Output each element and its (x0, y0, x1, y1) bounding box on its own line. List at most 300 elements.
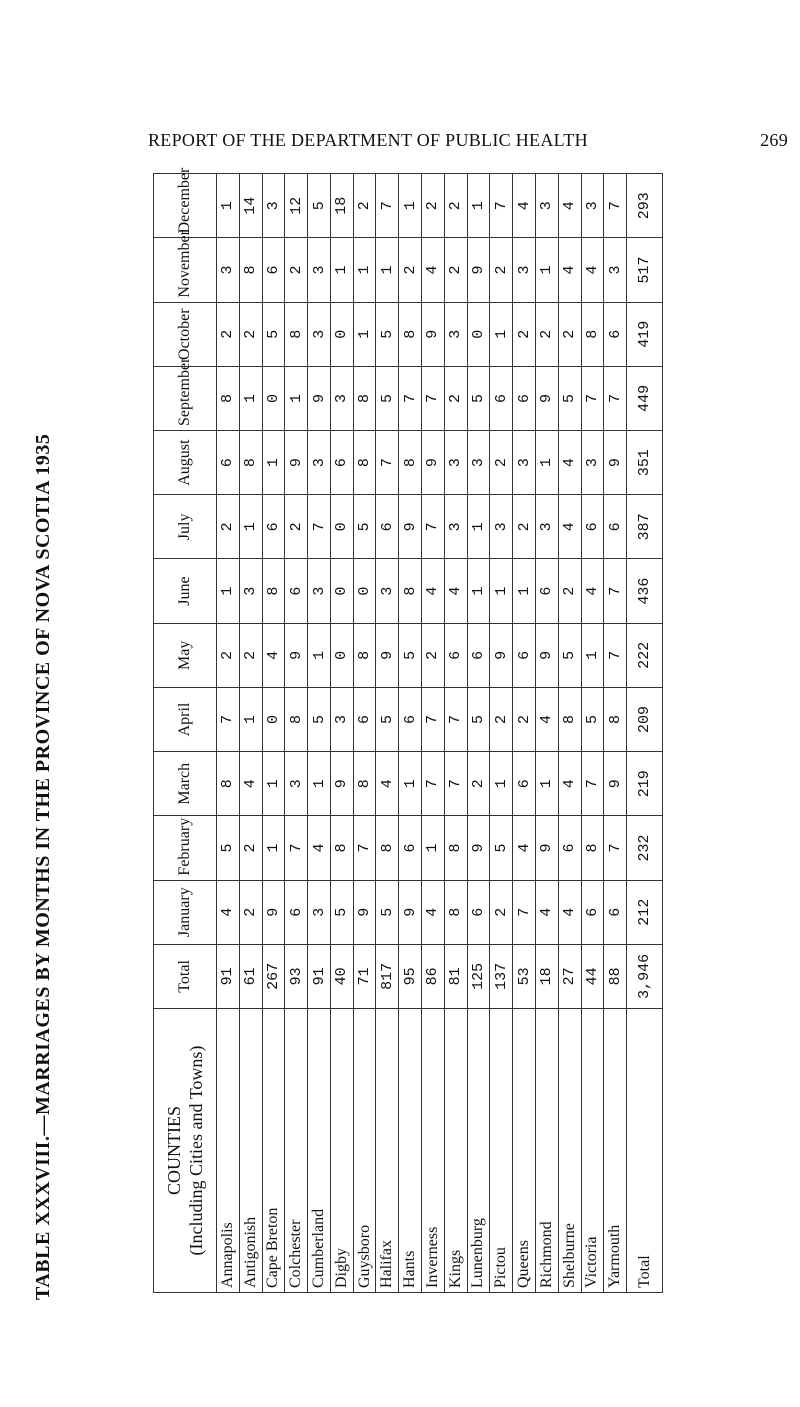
cell-september: 8 (353, 366, 376, 430)
cell-april: 6 (353, 687, 376, 751)
cell-may: 9 (285, 623, 308, 687)
cell-october: 8 (581, 302, 604, 366)
cell-april: 5 (581, 687, 604, 751)
cell-july: 2 (217, 495, 240, 559)
cell-february: 9 (535, 816, 558, 880)
cell-february: 5 (490, 816, 513, 880)
cell-september: 9 (535, 366, 558, 430)
cell-august: 7 (376, 431, 399, 495)
cell-january: 9 (353, 880, 376, 944)
cell-february: 4 (308, 816, 331, 880)
total-september: 449 (627, 366, 663, 430)
county-name: Queens (513, 1009, 536, 1293)
column-header-october: October (154, 302, 217, 366)
cell-march: 7 (581, 752, 604, 816)
total-july: 387 (627, 495, 663, 559)
cell-september: 6 (490, 366, 513, 430)
cell-october: 2 (513, 302, 536, 366)
cell-november: 4 (422, 238, 445, 302)
cell-september: 1 (239, 366, 262, 430)
cell-total: 267 (262, 944, 285, 1008)
page-header (148, 130, 788, 151)
table-row (353, 174, 376, 1293)
cell-may: 9 (535, 623, 558, 687)
total-row (627, 174, 663, 1293)
cell-july: 0 (330, 495, 353, 559)
cell-april: 5 (467, 687, 490, 751)
cell-november: 3 (513, 238, 536, 302)
county-header-line1: COUNTIES (164, 1106, 184, 1195)
cell-october: 3 (308, 302, 331, 366)
cell-july: 6 (581, 495, 604, 559)
cell-total: 71 (353, 944, 376, 1008)
cell-august: 1 (535, 431, 558, 495)
table-row (467, 174, 490, 1293)
cell-january: 5 (330, 880, 353, 944)
table-row (604, 174, 627, 1293)
cell-total: 125 (467, 944, 490, 1008)
cell-may: 1 (308, 623, 331, 687)
cell-june: 1 (490, 559, 513, 623)
cell-august: 8 (239, 431, 262, 495)
table-row (399, 174, 422, 1293)
cell-november: 1 (376, 238, 399, 302)
cell-october: 8 (285, 302, 308, 366)
cell-july: 9 (399, 495, 422, 559)
column-header-september: September (154, 366, 217, 430)
cell-december: 1 (467, 174, 490, 238)
cell-november: 2 (399, 238, 422, 302)
cell-june: 6 (285, 559, 308, 623)
cell-october: 2 (217, 302, 240, 366)
cell-march: 2 (467, 752, 490, 816)
cell-april: 7 (444, 687, 467, 751)
cell-total: 91 (308, 944, 331, 1008)
table-row (535, 174, 558, 1293)
cell-september: 8 (217, 366, 240, 430)
table-row (239, 174, 262, 1293)
cell-april: 0 (262, 687, 285, 751)
cell-october: 8 (399, 302, 422, 366)
county-name: Kings (444, 1009, 467, 1293)
cell-january: 4 (535, 880, 558, 944)
table-body (217, 174, 663, 1293)
cell-february: 5 (217, 816, 240, 880)
marriages-table-container (153, 167, 663, 1293)
county-name: Yarmouth (604, 1009, 627, 1293)
cell-september: 7 (422, 366, 445, 430)
table-row (217, 174, 240, 1293)
cell-april: 8 (285, 687, 308, 751)
cell-february: 2 (239, 816, 262, 880)
cell-april: 5 (308, 687, 331, 751)
cell-july: 3 (490, 495, 513, 559)
cell-may: 7 (604, 623, 627, 687)
cell-june: 8 (262, 559, 285, 623)
column-header-december: December (154, 174, 217, 238)
cell-may: 6 (444, 623, 467, 687)
cell-december: 5 (308, 174, 331, 238)
cell-july: 5 (353, 495, 376, 559)
cell-may: 6 (513, 623, 536, 687)
column-header-february: February (154, 816, 217, 880)
page-number: 269 (760, 130, 788, 150)
column-header-january: January (154, 880, 217, 944)
cell-june: 0 (353, 559, 376, 623)
cell-september: 1 (285, 366, 308, 430)
table-row (513, 174, 536, 1293)
cell-december: 7 (490, 174, 513, 238)
cell-december: 2 (353, 174, 376, 238)
cell-february: 6 (399, 816, 422, 880)
county-name: Halifax (376, 1009, 399, 1293)
county-name: Lunenburg (467, 1009, 490, 1293)
cell-december: 2 (444, 174, 467, 238)
cell-november: 3 (217, 238, 240, 302)
cell-total: 44 (581, 944, 604, 1008)
cell-january: 8 (444, 880, 467, 944)
cell-march: 9 (330, 752, 353, 816)
cell-august: 8 (399, 431, 422, 495)
cell-february: 1 (422, 816, 445, 880)
cell-june: 1 (217, 559, 240, 623)
cell-march: 3 (285, 752, 308, 816)
cell-june: 3 (376, 559, 399, 623)
cell-june: 4 (444, 559, 467, 623)
table-row (422, 174, 445, 1293)
cell-total: 95 (399, 944, 422, 1008)
cell-may: 2 (239, 623, 262, 687)
cell-november: 1 (330, 238, 353, 302)
total-label: Total (627, 1009, 663, 1293)
cell-october: 0 (467, 302, 490, 366)
total-november: 517 (627, 238, 663, 302)
cell-july: 6 (262, 495, 285, 559)
table-row (581, 174, 604, 1293)
cell-november: 2 (490, 238, 513, 302)
total-april: 209 (627, 687, 663, 751)
total-march: 219 (627, 752, 663, 816)
cell-january: 9 (399, 880, 422, 944)
cell-december: 3 (535, 174, 558, 238)
table-header-row (154, 174, 217, 1293)
cell-february: 7 (604, 816, 627, 880)
cell-january: 7 (513, 880, 536, 944)
total-total: 3,946 (627, 944, 663, 1008)
cell-may: 0 (330, 623, 353, 687)
cell-total: 27 (558, 944, 581, 1008)
cell-march: 4 (558, 752, 581, 816)
cell-may: 8 (353, 623, 376, 687)
cell-february: 8 (581, 816, 604, 880)
cell-august: 3 (581, 431, 604, 495)
cell-december: 3 (262, 174, 285, 238)
cell-august: 3 (444, 431, 467, 495)
cell-may: 5 (558, 623, 581, 687)
cell-july: 6 (376, 495, 399, 559)
total-january: 212 (627, 880, 663, 944)
cell-july: 7 (422, 495, 445, 559)
cell-october: 0 (330, 302, 353, 366)
cell-august: 9 (422, 431, 445, 495)
cell-december: 3 (581, 174, 604, 238)
county-name: Pictou (490, 1009, 513, 1293)
cell-october: 1 (353, 302, 376, 366)
cell-total: 61 (239, 944, 262, 1008)
cell-december: 1 (399, 174, 422, 238)
cell-december: 12 (285, 174, 308, 238)
cell-august: 2 (490, 431, 513, 495)
column-header-november: November (154, 238, 217, 302)
cell-september: 9 (308, 366, 331, 430)
cell-february: 9 (467, 816, 490, 880)
cell-total: 40 (330, 944, 353, 1008)
cell-october: 2 (239, 302, 262, 366)
cell-november: 9 (467, 238, 490, 302)
column-header-august: August (154, 431, 217, 495)
cell-may: 5 (399, 623, 422, 687)
cell-april: 7 (422, 687, 445, 751)
cell-august: 1 (262, 431, 285, 495)
cell-november: 1 (535, 238, 558, 302)
cell-june: 4 (581, 559, 604, 623)
cell-january: 4 (558, 880, 581, 944)
cell-january: 6 (285, 880, 308, 944)
cell-november: 1 (353, 238, 376, 302)
cell-october: 3 (444, 302, 467, 366)
cell-total: 817 (376, 944, 399, 1008)
total-august: 351 (627, 431, 663, 495)
cell-june: 1 (467, 559, 490, 623)
cell-october: 5 (376, 302, 399, 366)
cell-may: 2 (422, 623, 445, 687)
cell-december: 1 (217, 174, 240, 238)
cell-july: 2 (513, 495, 536, 559)
cell-february: 7 (285, 816, 308, 880)
cell-september: 0 (262, 366, 285, 430)
cell-july: 2 (285, 495, 308, 559)
table-row (308, 174, 331, 1293)
cell-november: 4 (558, 238, 581, 302)
cell-april: 2 (513, 687, 536, 751)
cell-total: 86 (422, 944, 445, 1008)
county-name: Cumberland (308, 1009, 331, 1293)
cell-january: 6 (581, 880, 604, 944)
cell-march: 9 (604, 752, 627, 816)
cell-february: 7 (353, 816, 376, 880)
cell-november: 3 (604, 238, 627, 302)
cell-march: 4 (376, 752, 399, 816)
cell-march: 1 (262, 752, 285, 816)
cell-april: 7 (217, 687, 240, 751)
cell-august: 8 (353, 431, 376, 495)
cell-may: 6 (467, 623, 490, 687)
cell-march: 8 (353, 752, 376, 816)
cell-february: 1 (262, 816, 285, 880)
cell-november: 3 (308, 238, 331, 302)
cell-total: 91 (217, 944, 240, 1008)
total-may: 222 (627, 623, 663, 687)
cell-april: 6 (399, 687, 422, 751)
cell-july: 7 (308, 495, 331, 559)
cell-june: 7 (604, 559, 627, 623)
cell-september: 2 (444, 366, 467, 430)
cell-july: 1 (467, 495, 490, 559)
total-february: 232 (627, 816, 663, 880)
county-name: Colchester (285, 1009, 308, 1293)
table-row (490, 174, 513, 1293)
cell-december: 7 (604, 174, 627, 238)
cell-january: 9 (262, 880, 285, 944)
cell-april: 2 (490, 687, 513, 751)
cell-december: 7 (376, 174, 399, 238)
cell-april: 8 (604, 687, 627, 751)
cell-october: 6 (604, 302, 627, 366)
cell-january: 5 (376, 880, 399, 944)
cell-december: 2 (422, 174, 445, 238)
cell-june: 6 (535, 559, 558, 623)
cell-total: 137 (490, 944, 513, 1008)
cell-total: 18 (535, 944, 558, 1008)
county-name: Digby (330, 1009, 353, 1293)
county-name: Inverness (422, 1009, 445, 1293)
cell-april: 5 (376, 687, 399, 751)
cell-january: 2 (239, 880, 262, 944)
column-header-total: Total (154, 944, 217, 1008)
table-row (262, 174, 285, 1293)
county-name: Victoria (581, 1009, 604, 1293)
cell-march: 4 (239, 752, 262, 816)
cell-november: 4 (581, 238, 604, 302)
column-header-july: July (154, 495, 217, 559)
cell-total: 93 (285, 944, 308, 1008)
cell-august: 3 (513, 431, 536, 495)
cell-may: 4 (262, 623, 285, 687)
cell-november: 6 (262, 238, 285, 302)
cell-may: 1 (581, 623, 604, 687)
county-name: Richmond (535, 1009, 558, 1293)
table-row (558, 174, 581, 1293)
cell-april: 4 (535, 687, 558, 751)
cell-total: 53 (513, 944, 536, 1008)
total-december: 293 (627, 174, 663, 238)
cell-may: 2 (217, 623, 240, 687)
cell-march: 1 (490, 752, 513, 816)
cell-september: 7 (604, 366, 627, 430)
cell-august: 9 (285, 431, 308, 495)
cell-total: 88 (604, 944, 627, 1008)
county-name: Antigonish (239, 1009, 262, 1293)
cell-april: 8 (558, 687, 581, 751)
county-name: Hants (399, 1009, 422, 1293)
cell-february: 8 (330, 816, 353, 880)
cell-february: 8 (376, 816, 399, 880)
cell-october: 1 (490, 302, 513, 366)
cell-august: 6 (330, 431, 353, 495)
cell-august: 4 (558, 431, 581, 495)
page-header-title: REPORT OF THE DEPARTMENT OF PUBLIC HEALTH (148, 130, 588, 150)
cell-october: 5 (262, 302, 285, 366)
cell-february: 8 (444, 816, 467, 880)
cell-august: 3 (308, 431, 331, 495)
cell-january: 6 (604, 880, 627, 944)
cell-november: 2 (285, 238, 308, 302)
cell-june: 0 (330, 559, 353, 623)
cell-march: 6 (513, 752, 536, 816)
cell-april: 3 (330, 687, 353, 751)
cell-july: 6 (604, 495, 627, 559)
cell-march: 1 (308, 752, 331, 816)
cell-august: 9 (604, 431, 627, 495)
county-header-line2: (Including Cities and Towns) (186, 1045, 206, 1256)
cell-june: 2 (558, 559, 581, 623)
cell-july: 1 (239, 495, 262, 559)
cell-june: 3 (239, 559, 262, 623)
cell-september: 7 (581, 366, 604, 430)
cell-february: 6 (558, 816, 581, 880)
cell-july: 3 (444, 495, 467, 559)
column-header-april: April (154, 687, 217, 751)
county-name: Guysboro (353, 1009, 376, 1293)
cell-october: 2 (558, 302, 581, 366)
cell-september: 6 (513, 366, 536, 430)
cell-december: 4 (513, 174, 536, 238)
table-title: TABLE XXXVIII.—MARRIAGES BY MONTHS IN THE PROVINCE OF NOVA SCOTIA 1935 (32, 433, 54, 1300)
cell-august: 3 (467, 431, 490, 495)
column-header-may: May (154, 623, 217, 687)
column-header-june: June (154, 559, 217, 623)
cell-march: 1 (399, 752, 422, 816)
county-name: Shelburne (558, 1009, 581, 1293)
total-october: 419 (627, 302, 663, 366)
column-header-march: March (154, 752, 217, 816)
cell-september: 5 (558, 366, 581, 430)
cell-november: 8 (239, 238, 262, 302)
cell-march: 8 (217, 752, 240, 816)
marriages-table (153, 167, 663, 1293)
cell-may: 9 (490, 623, 513, 687)
cell-september: 5 (376, 366, 399, 430)
cell-january: 4 (217, 880, 240, 944)
cell-march: 7 (444, 752, 467, 816)
table-row (285, 174, 308, 1293)
cell-february: 4 (513, 816, 536, 880)
cell-september: 3 (330, 366, 353, 430)
cell-january: 6 (467, 880, 490, 944)
cell-july: 4 (558, 495, 581, 559)
cell-june: 3 (308, 559, 331, 623)
cell-june: 1 (513, 559, 536, 623)
cell-september: 7 (399, 366, 422, 430)
cell-january: 3 (308, 880, 331, 944)
cell-october: 9 (422, 302, 445, 366)
cell-december: 14 (239, 174, 262, 238)
total-june: 436 (627, 559, 663, 623)
cell-july: 3 (535, 495, 558, 559)
cell-march: 1 (535, 752, 558, 816)
cell-april: 1 (239, 687, 262, 751)
cell-january: 4 (422, 880, 445, 944)
cell-may: 9 (376, 623, 399, 687)
cell-june: 4 (422, 559, 445, 623)
table-row (330, 174, 353, 1293)
cell-november: 2 (444, 238, 467, 302)
county-name: Annapolis (217, 1009, 240, 1293)
cell-august: 6 (217, 431, 240, 495)
cell-june: 8 (399, 559, 422, 623)
cell-october: 2 (535, 302, 558, 366)
table-row (444, 174, 467, 1293)
